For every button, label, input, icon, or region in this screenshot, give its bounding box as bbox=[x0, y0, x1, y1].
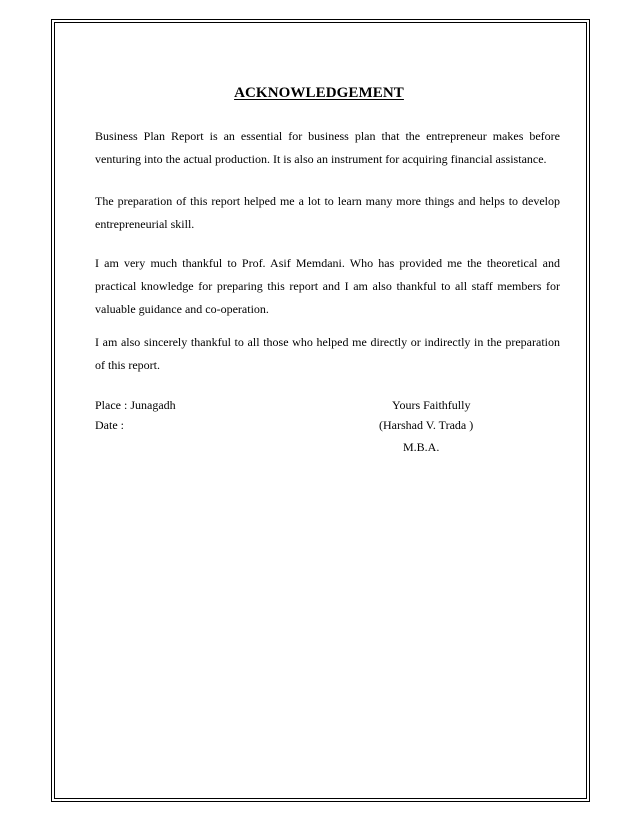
date-line: Date : bbox=[95, 418, 124, 432]
closing-line: Yours Faithfully bbox=[392, 398, 471, 412]
signatory-degree: M.B.A. bbox=[403, 440, 440, 454]
document-title: ACKNOWLEDGEMENT bbox=[234, 85, 404, 101]
paragraph-1: Business Plan Report is an essential for business plan that the entrepreneur makes before venturing into the actual production. It is also an instrument for acquiring financial assistance. bbox=[95, 129, 560, 166]
paragraph-4: I am also sincerely thankful to all those who helped me directly or indirectly in the preparation of this report. bbox=[95, 335, 560, 372]
signatory-name: (Harshad V. Trada ) bbox=[379, 418, 474, 432]
place-line: Place : Junagadh bbox=[95, 398, 176, 412]
paragraph-3: I am very much thankful to Prof. Asif Memdani. Who has provided me the theoretical and practical knowledge for preparing this report and I am also thankful to all staff members for valuable guidance and co-operation. bbox=[95, 256, 560, 316]
paragraph-2: The preparation of this report helped me a lot to learn many more things and helps to develop entrepreneurial skill. bbox=[95, 194, 560, 231]
